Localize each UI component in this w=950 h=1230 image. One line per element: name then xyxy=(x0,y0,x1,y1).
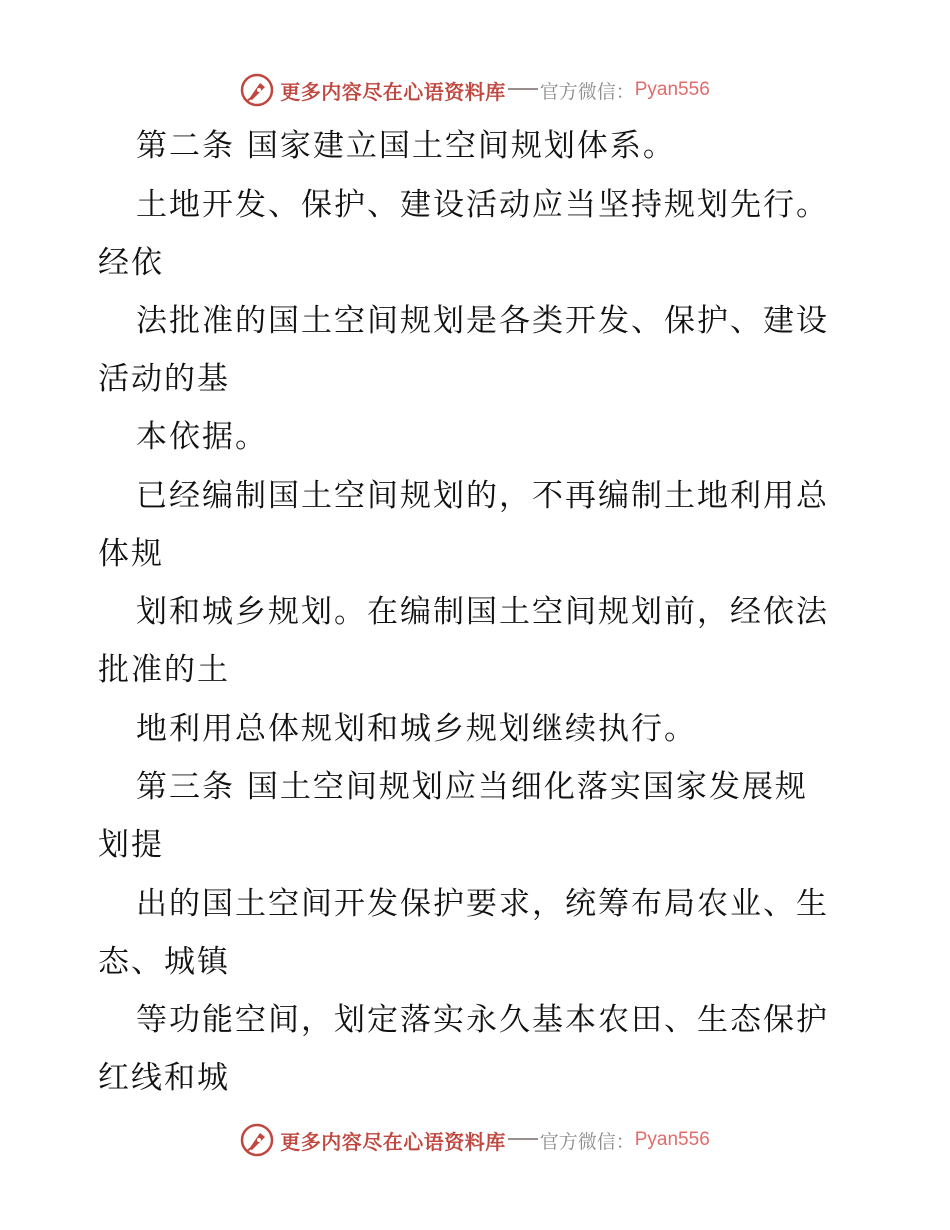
text-line: 体规 xyxy=(98,536,164,572)
text-line: 法批准的国土空间规划是各类开发、保护、建设 xyxy=(136,303,829,339)
text-line: 划和城乡规划。在编制国土空间规划前，经依法 xyxy=(136,594,829,630)
watermark-official-label: 官方微信： xyxy=(539,1130,635,1153)
watermark-wechat-id: Pyan556 xyxy=(634,1129,710,1150)
text-line: 批准的土 xyxy=(98,652,230,688)
text-line: 地利用总体规划和城乡规划继续执行。 xyxy=(136,711,697,747)
pen-nib-logo-icon xyxy=(240,73,274,107)
watermark-banner-bottom xyxy=(0,1120,950,1160)
text-line: 土地开发、保护、建设活动应当坚持规划先行。 xyxy=(136,187,829,223)
pen-nib-logo-icon xyxy=(240,1123,274,1157)
text-line: 已经编制国土空间规划的，不再编制土地利用总 xyxy=(136,478,829,514)
text-line: 等功能空间，划定落实永久基本农田、生态保护 xyxy=(136,1002,829,1038)
watermark-dash xyxy=(508,88,538,90)
watermark-dash xyxy=(508,1138,538,1140)
text-line: 态、城镇 xyxy=(98,944,230,980)
watermark-text: 更多内容尽在心语资料库 xyxy=(280,1129,506,1154)
text-line: 经依 xyxy=(98,245,164,281)
text-line: 第三条 国土空间规划应当细化落实国家发展规 xyxy=(136,769,808,805)
text-line: 红线和城 xyxy=(98,1060,230,1096)
watermark-official-label: 官方微信： xyxy=(539,80,635,103)
text-line: 出的国土空间开发保护要求，统筹布局农业、生 xyxy=(136,886,829,922)
text-line: 第二条 国家建立国土空间规划体系。 xyxy=(136,128,676,164)
text-line: 活动的基 xyxy=(98,361,230,397)
watermark-text: 更多内容尽在心语资料库 xyxy=(280,79,506,104)
watermark-wechat-id: Pyan556 xyxy=(634,79,710,100)
watermark-banner-top xyxy=(0,70,950,110)
text-line: 划提 xyxy=(98,827,164,863)
text-line: 本依据。 xyxy=(136,419,268,455)
